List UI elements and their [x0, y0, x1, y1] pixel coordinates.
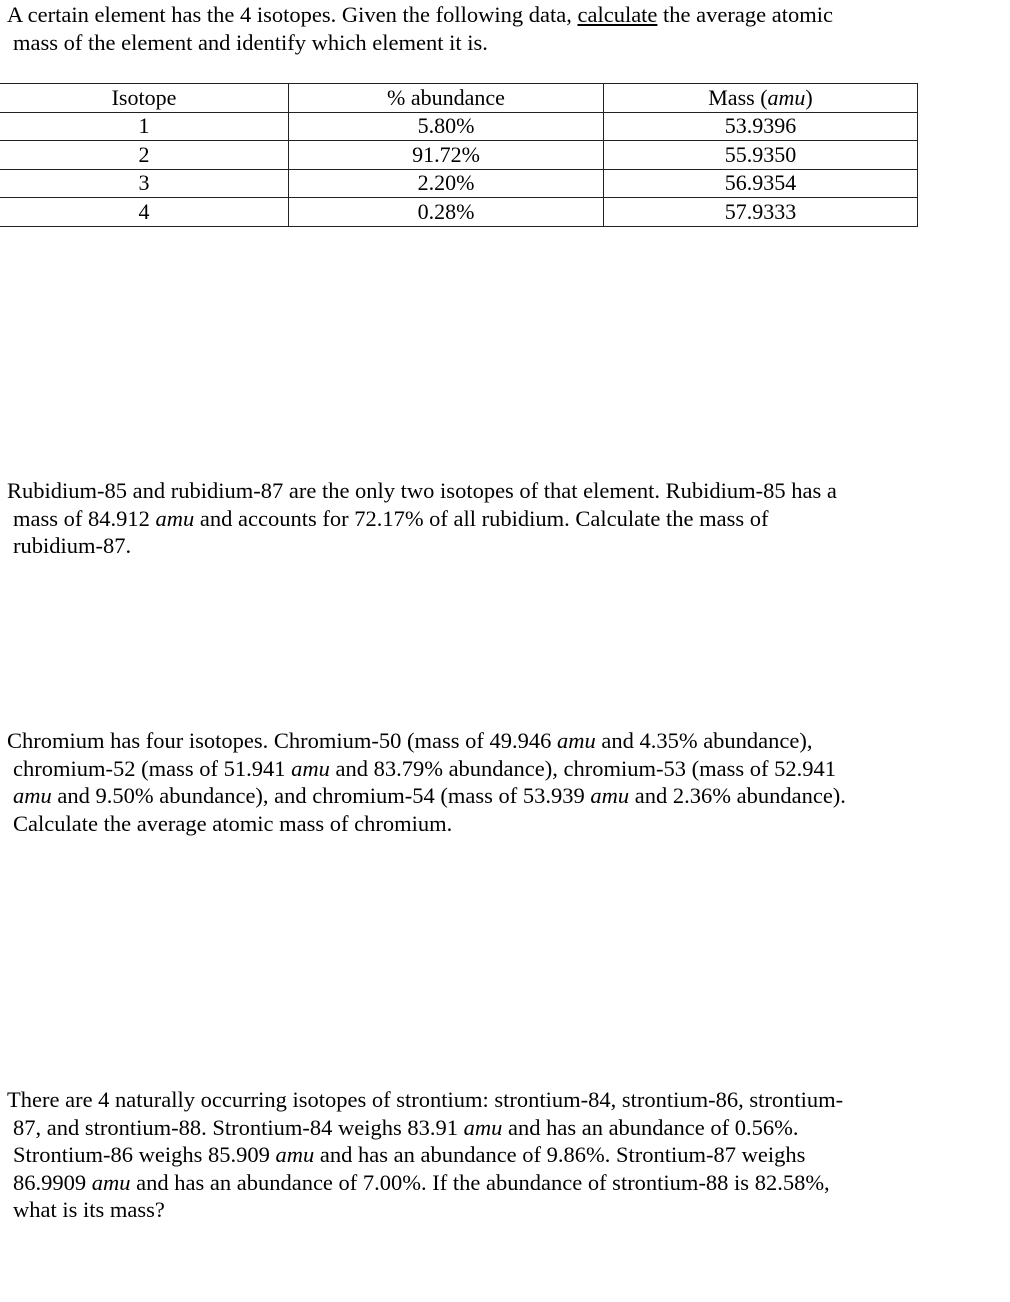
- question-2-line-2: mass of 84.912 amu and accounts for 72.17% of all rubidium. Calculate the mass of: [13, 505, 769, 531]
- cell-mass: 53.9396: [604, 112, 918, 141]
- header-isotope: Isotope: [0, 84, 289, 113]
- question-3-text: [7, 727, 907, 837]
- cell-isotope: 1: [0, 112, 289, 141]
- question-3-line-2: chromium-52 (mass of 51.941 amu and 83.79% abundance), chromium-53 (mass of 52.941: [13, 755, 836, 781]
- table-header-row: [0, 84, 918, 113]
- question-2-text: [7, 477, 907, 560]
- cell-isotope: 2: [0, 141, 289, 170]
- question-2-line-3: rubidium-87.: [13, 533, 132, 559]
- cell-isotope: 4: [0, 198, 289, 227]
- question-4-line-3: Strontium-86 weighs 85.909 amu and has an abundance of 9.86%. Strontium-87 weighs: [13, 1142, 806, 1168]
- question-1-line-2: mass of the element and identify which element it is.: [13, 29, 488, 55]
- question-4-line-1: There are 4 naturally occurring isotopes of strontium: strontium-84, strontium-86, strontium-: [7, 1087, 844, 1112]
- cell-abundance: 5.80%: [289, 112, 604, 141]
- cell-mass: 55.9350: [604, 141, 918, 170]
- table-row: [0, 141, 918, 170]
- question-2-line-1: Rubidium-85 and rubidium-87 are the only two isotopes of that element. Rubidium-85 has a: [7, 478, 837, 503]
- question-4-text: [7, 1086, 907, 1224]
- question-1-line-1: A certain element has the 4 isotopes. Given the following data, calculate the average atomic: [7, 2, 833, 27]
- cell-abundance: 2.20%: [289, 169, 604, 198]
- header-abundance: % abundance: [289, 84, 604, 113]
- question-1-text: [7, 1, 907, 56]
- question-4-line-5: what is its mass?: [13, 1197, 165, 1223]
- isotope-table: [0, 83, 918, 227]
- table-row: [0, 112, 918, 141]
- question-3-line-1: Chromium has four isotopes. Chromium-50 (mass of 49.946 amu and 4.35% abundance),: [7, 728, 813, 753]
- cell-abundance: 0.28%: [289, 198, 604, 227]
- question-3-line-3: amu and 9.50% abundance), and chromium-54 (mass of 53.939 amu and 2.36% abundance).: [13, 783, 846, 809]
- cell-isotope: 3: [0, 169, 289, 198]
- cell-mass: 57.9333: [604, 198, 918, 227]
- question-4-line-2: 87, and strontium-88. Strontium-84 weighs 83.91 amu and has an abundance of 0.56%.: [13, 1114, 799, 1140]
- header-mass: Mass (amu): [604, 84, 918, 113]
- cell-mass: 56.9354: [604, 169, 918, 198]
- question-4-line-4: 86.9909 amu and has an abundance of 7.00%. If the abundance of strontium-88 is 82.58%,: [13, 1169, 830, 1195]
- calculate-underlined: calculate: [577, 2, 658, 27]
- cell-abundance: 91.72%: [289, 141, 604, 170]
- question-3-line-4: Calculate the average atomic mass of chromium.: [13, 810, 453, 836]
- table-row: [0, 198, 918, 227]
- table-row: [0, 169, 918, 198]
